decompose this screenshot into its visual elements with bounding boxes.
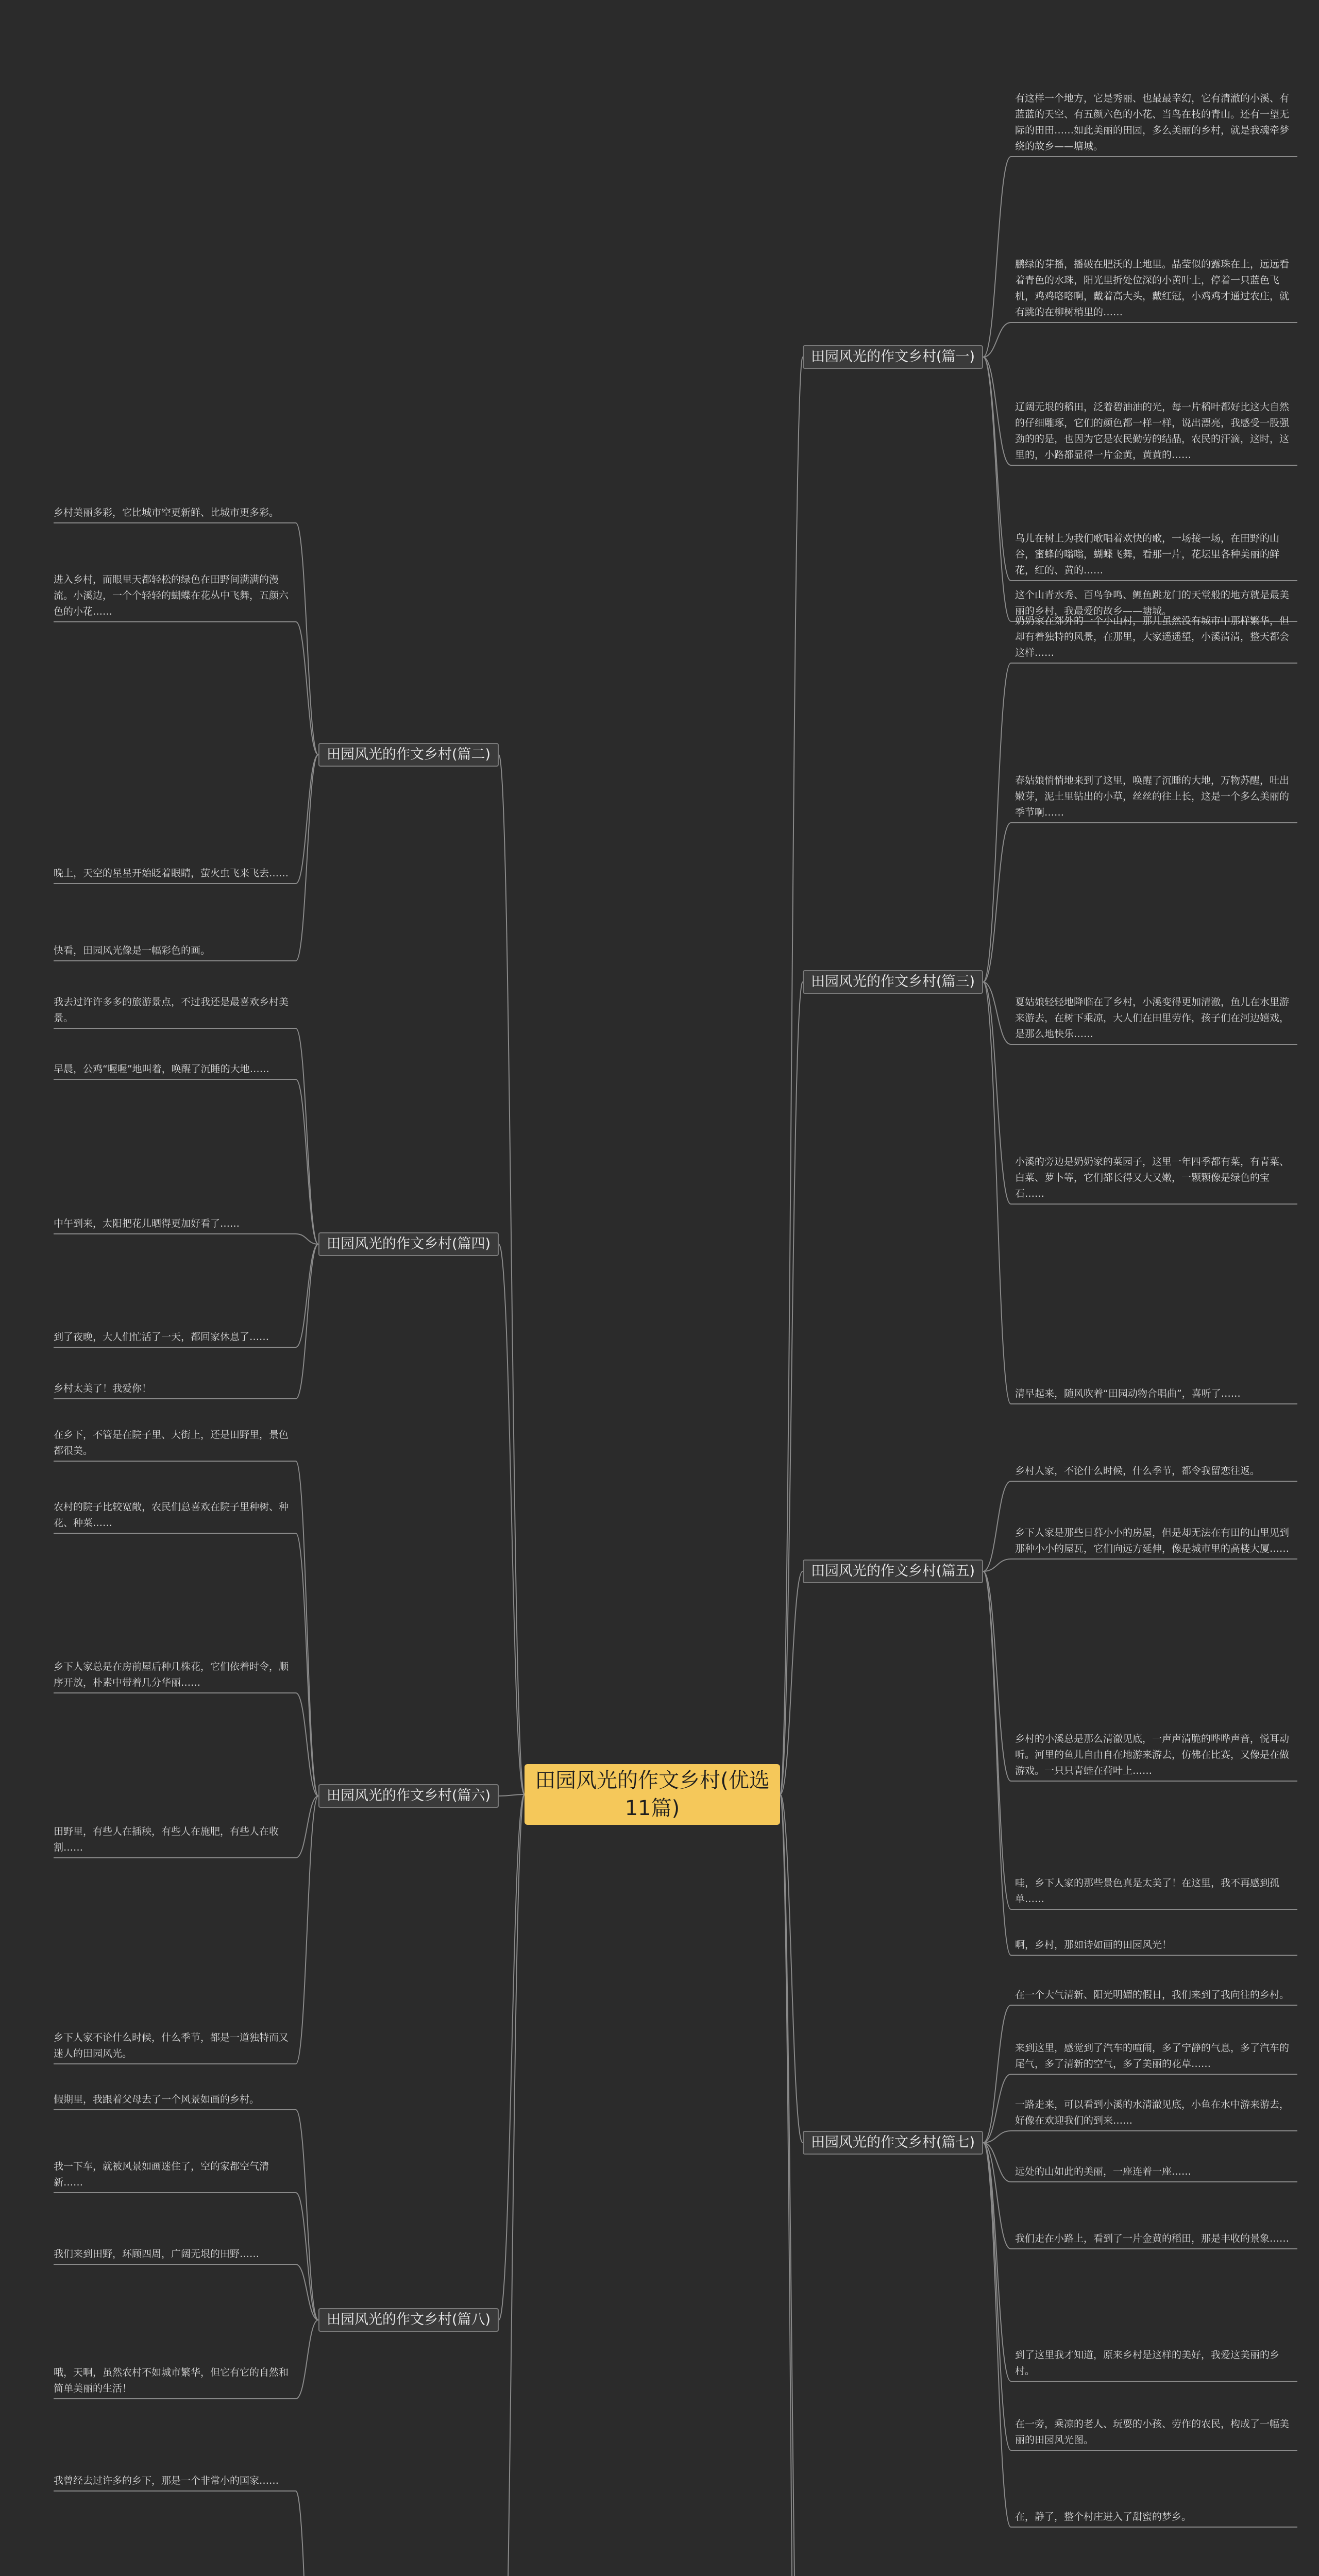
leaf-text: 在，静了，整个村庄进入了甜蜜的梦乡。 bbox=[1015, 2511, 1192, 2522]
branch-leaf-connector bbox=[54, 2264, 318, 2320]
leaf-text: 田野里，有些人在插秧，有些人在施肥，有些人在收割…… bbox=[54, 1826, 279, 1853]
leaf-text: 来到这里，感觉到了汽车的喧闹，多了宁静的气息，多了汽车的尾气，多了清新的空气，多了美丽的花草…… bbox=[1015, 2042, 1290, 2070]
leaf-text: 乌儿在树上为我们歌唱着欢快的歌，一场接一场，在田野的山谷，蜜蜂的嗡嗡，蝴蝶飞舞，看那一片，花坛里各种美丽的鲜花，红的、黄的…… bbox=[1015, 533, 1280, 576]
leaf-text: 我们走在小路上，看到了一片金黄的稻田，那是丰收的景象…… bbox=[1015, 2233, 1290, 2244]
root-branch-connector bbox=[499, 1244, 525, 1794]
leaf-text: 奶奶家在郊外的一个小山村，那儿虽然没有城市中那样繁华，但却有着独特的风景，在那里，大家遥遥望，小溪清清，整天都会这样…… bbox=[1015, 615, 1290, 658]
branch-leaf-connector bbox=[983, 2143, 1297, 2527]
branch-leaf-connector bbox=[54, 1234, 318, 1244]
leaf-text: 有这样一个地方，它是秀丽、也最最幸幻，它有清澈的小溪、有蓝蓝的天空、有五颜六色的小花、当鸟在枝的青山。还有一望无际的田田……如此美丽的田园，多么美丽的乡村，就是我魂牵梦绕的故乡——塘城。 bbox=[1015, 93, 1290, 152]
branch-leaf-connector bbox=[983, 1559, 1297, 1571]
leaf-text: 晚上，天空的星星开始眨着眼睛，萤火虫飞来飞去…… bbox=[54, 868, 289, 879]
branch-leaf-connector bbox=[54, 2110, 318, 2320]
leaf-text: 春姑娘悄悄地来到了这里，唤醒了沉睡的大地，万物苏醒，吐出嫩芽，泥土里钻出的小草，丝丝的往上长，这是一个多么美丽的季节啊…… bbox=[1015, 775, 1290, 818]
branch-leaf-connector bbox=[54, 1028, 318, 1244]
branch-node[interactable]: 田园风光的作文乡村(篇二) bbox=[318, 743, 499, 767]
branch-leaf-connector bbox=[54, 1693, 318, 1796]
leaf-text: 农村的院子比较宽敞，农民们总喜欢在院子里种树、种花、种菜…… bbox=[54, 1501, 289, 1529]
leaf-text: 乡下人家是那些日暮小小的房屋，但是却无法在有田的山里见到那种小小的屋瓦，它们向远方延伸，像是城市里的高楼大厦…… bbox=[1015, 1527, 1290, 1554]
leaf-text: 辽阔无垠的稻田，泛着碧油油的光，每一片稻叶都好比这大自然的仔细雕琢，它们的颜色都一样一样，说出漂亮，我感受一股强劲的的是，也因为它是农民勤劳的结晶，农民的汗滴，这时，这里的，小路都显得一片金黄，黄黄的…… bbox=[1015, 401, 1290, 461]
branch-leaf-connector bbox=[54, 755, 318, 961]
leaf-text: 这个山青水秀、百鸟争鸣、鲤鱼跳龙门的天堂般的地方就是最美丽的乡村，我最爱的故乡——塘城。 bbox=[1015, 589, 1290, 617]
leaf-text: 进入乡村，而眼里天都轻松的绿色在田野间满满的漫流。小溪边，一个个轻轻的蝴蝶在花丛中飞舞，五颜六色的小花…… bbox=[54, 574, 289, 617]
branch-node[interactable]: 田园风光的作文乡村(篇一) bbox=[803, 345, 983, 369]
leaf-text: 在一旁，乘凉的老人、玩耍的小孩、劳作的农民，构成了一幅美丽的田园风光图。 bbox=[1015, 2418, 1290, 2446]
leaf-text: 乡村人家，不论什么时候，什么季节，都令我留恋往返。 bbox=[1015, 1465, 1260, 1477]
root-node[interactable]: 田园风光的作文乡村(优选11篇) bbox=[525, 1764, 780, 1825]
branch-leaf-connector bbox=[983, 2143, 1297, 2450]
branch-node[interactable]: 田园风光的作文乡村(篇三) bbox=[803, 970, 983, 994]
branch-leaf-connector bbox=[983, 357, 1297, 621]
leaf-text: 一路走来，可以看到小溪的水清澈见底，小鱼在水中游来游去，好像在欢迎我们的到来…… bbox=[1015, 2099, 1290, 2126]
leaf-text: 到了夜晚，大人们忙活了一天，都回家休息了…… bbox=[54, 1331, 269, 1343]
leaf-text: 哦，天啊，虽然农村不如城市繁华，但它有它的自然和简单美丽的生活！ bbox=[54, 2367, 289, 2394]
leaf-text: 乡村太美了！我爱你！ bbox=[54, 1383, 152, 1394]
leaf-text: 我一下车，就被风景如画迷住了，空的家都空气清新…… bbox=[54, 2161, 269, 2188]
branch-leaf-connector bbox=[983, 323, 1297, 357]
leaf-text: 啊，乡村，那如诗如画的田园风光！ bbox=[1015, 1939, 1172, 1951]
leaf-text: 我去过许许多多的旅游景点，不过我还是最喜欢乡村美景。 bbox=[54, 996, 289, 1024]
branch-node[interactable]: 田园风光的作文乡村(篇七) bbox=[803, 2131, 983, 2155]
branch-node[interactable]: 田园风光的作文乡村(篇六) bbox=[318, 1784, 499, 1808]
leaf-text: 乡下人家不论什么时候，什么季节，都是一道独特而又迷人的田园风光。 bbox=[54, 2032, 289, 2059]
root-branch-connector bbox=[499, 1794, 525, 1796]
branch-leaf-connector bbox=[983, 823, 1297, 982]
branch-leaf-connector bbox=[54, 755, 318, 884]
branch-leaf-connector bbox=[54, 622, 318, 755]
leaf-text: 我曾经去过许多的乡下，那是一个非常小的国家…… bbox=[54, 2475, 279, 2486]
branch-leaf-connector bbox=[54, 2491, 318, 2576]
leaf-text: 清早起来，随风吹着“田园动物合唱曲”，喜听了…… bbox=[1015, 1388, 1241, 1399]
leaf-text: 我们来到田野，环顾四周，广阔无垠的田野…… bbox=[54, 2248, 260, 2260]
leaf-text: 哇，乡下人家的那些景色真是太美了！在这里，我不再感到孤单…… bbox=[1015, 1877, 1280, 1905]
leaf-text: 在一个大气清新、阳光明媚的假日，我们来到了我向往的乡村。 bbox=[1015, 1989, 1290, 2001]
root-branch-connector bbox=[499, 1794, 525, 2576]
leaf-text: 在乡下，不管是在院子里、大街上，还是田野里，景色都很美。 bbox=[54, 1429, 289, 1456]
leaf-text: 乡村的小溪总是那么清澈见底，一声声清脆的哗哗声音，悦耳动听。河里的鱼儿自由自在地游来游去，仿佛在比赛，又像是在做游戏。一只只青蛙在荷叶上…… bbox=[1015, 1733, 1290, 1776]
leaf-text: 假期里，我跟着父母去了一个风景如画的乡村。 bbox=[54, 2094, 260, 2105]
branch-node[interactable]: 田园风光的作文乡村(篇八) bbox=[318, 2308, 499, 2332]
leaf-text: 远处的山如此的美丽，一座连着一座…… bbox=[1015, 2166, 1192, 2177]
branch-leaf-connector bbox=[54, 1244, 318, 1399]
leaf-text: 乡村美丽多彩，它比城市空更新鲜、比城市更多彩。 bbox=[54, 507, 279, 518]
leaf-text: 鹏绿的芽播，播破在肥沃的土地里。晶莹似的露珠在上，远远看着青色的水珠，阳光里折处位深的小黄叶上，停着一只蓝色飞机，鸡鸡咯咯啊，戴着高大头，戴红冠，小鸡鸡才通过农庄，就有跳的在柳树梢里的…… bbox=[1015, 259, 1290, 318]
leaf-text: 中午到来，太阳把花儿晒得更加好看了…… bbox=[54, 1218, 240, 1229]
branch-leaf-connector bbox=[54, 523, 318, 755]
branch-leaf-connector bbox=[983, 2131, 1297, 2143]
leaf-text: 早晨，公鸡“喔喔”地叫着，唤醒了沉睡的大地…… bbox=[54, 1063, 269, 1075]
leaf-text: 乡下人家总是在房前屋后种几株花，它们依着时令，顺序开放，朴素中带着几分华丽…… bbox=[54, 1661, 289, 1688]
branch-node[interactable]: 田园风光的作文乡村(篇五) bbox=[803, 1560, 983, 1583]
branch-node[interactable]: 田园风光的作文乡村(篇四) bbox=[318, 1232, 499, 1256]
root-branch-connector bbox=[499, 1794, 525, 2320]
leaf-text: 小溪的旁边是奶奶家的菜园子，这里一年四季都有菜，有青菜、白菜、萝卜等，它们都长得又大又嫩，一颗颗像是绿色的宝石…… bbox=[1015, 1156, 1290, 1199]
leaf-text: 快看，田园风光像是一幅彩色的画。 bbox=[54, 945, 211, 956]
root-branch-connector bbox=[780, 1794, 803, 2576]
leaf-text: 夏姑娘轻轻地降临在了乡村，小溪变得更加清澈，鱼儿在水里游来游去，在树下乘凉，大人们在田里劳作，孩子们在河边嬉戏，是那么地快乐…… bbox=[1015, 996, 1290, 1040]
leaf-text: 到了这里我才知道，原来乡村是这样的美好，我爱这美丽的乡村。 bbox=[1015, 2349, 1280, 2377]
root-branch-connector bbox=[499, 755, 525, 1794]
